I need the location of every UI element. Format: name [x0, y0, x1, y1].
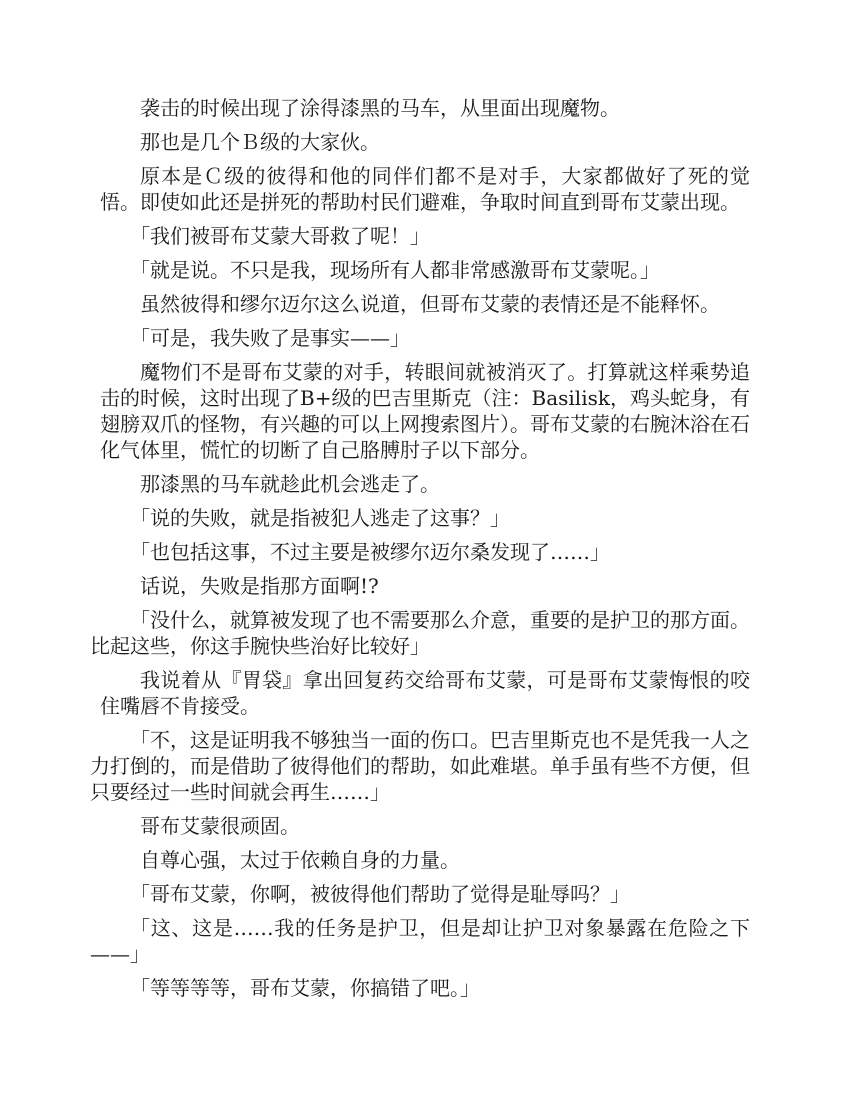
paragraph: 虽然彼得和缪尔迈尔这么说道，但哥布艾蒙的表情还是不能释怀。: [140, 292, 720, 316]
dialog-line: 「哥布艾蒙，你啊，被彼得他们帮助了觉得是耻辱吗？」: [130, 882, 630, 906]
paragraph: 袭击的时候出现了涂得漆黑的马车，从里面出现魔物。: [140, 96, 620, 120]
paragraph: 我说着从『胃袋』拿出回复药交给哥布艾蒙，可是哥布艾蒙悔恨的咬住嘴唇不肯接受。: [100, 668, 750, 718]
dialog-line: 「不，这是证明我不够独当一面的伤口。巴吉里斯克也不是凭我一人之力打倒的，而是借助了彼得他们的帮助，如此难堪。单手虽有些不方便，但只要经过一些时间就会再生……」: [90, 728, 750, 804]
paragraph: 那漆黑的马车就趁此机会逃走了。: [140, 472, 440, 496]
paragraph: 那也是几个Ｂ级的大家伙。: [140, 130, 380, 154]
dialog-line: 「就是说。不只是我，现场所有人都非常感激哥布艾蒙呢。」: [130, 258, 660, 282]
paragraph: 话说，失败是指那方面啊!?: [140, 574, 379, 598]
dialog-line: 「我们被哥布艾蒙大哥救了呢！」: [130, 224, 430, 248]
paragraph: 原本是Ｃ级的彼得和他的同伴们都不是对手，大家都做好了死的觉悟。即使如此还是拼死的帮助村民们避难，争取时间直到哥布艾蒙出现。: [100, 164, 750, 214]
dialog-line: 「说的失败，就是指被犯人逃走了这事？」: [130, 506, 510, 530]
paragraph: 魔物们不是哥布艾蒙的对手，转眼间就被消灭了。打算就这样乘势追击的时候，这时出现了B+级的巴吉里斯克（注：Basilisk，鸡头蛇身，有翅膀双爪的怪物，有兴趣的可以上网搜索图片）。哥布艾蒙的右腕沐浴在石化气体里，慌忙的切断了自己胳膊肘子以下部分。: [100, 360, 750, 462]
paragraph: 自尊心强，太过于依赖自身的力量。: [140, 848, 460, 872]
document-page: [90, 95, 750, 1009]
paragraph: 哥布艾蒙很顽固。: [140, 814, 300, 838]
dialog-line: 「等等等等，哥布艾蒙，你搞错了吧。」: [130, 976, 480, 1000]
dialog-line: 「也包括这事，不过主要是被缪尔迈尔桑发现了……」: [130, 540, 610, 564]
dialog-line: 「这、这是……我的任务是护卫，但是却让护卫对象暴露在危险之下——」: [90, 916, 750, 966]
dialog-line: 「可是，我失败了是事实——」: [130, 326, 410, 350]
dialog-line: 「没什么，就算被发现了也不需要那么介意，重要的是护卫的那方面。比起这些，你这手腕快些治好比较好」: [90, 608, 750, 658]
